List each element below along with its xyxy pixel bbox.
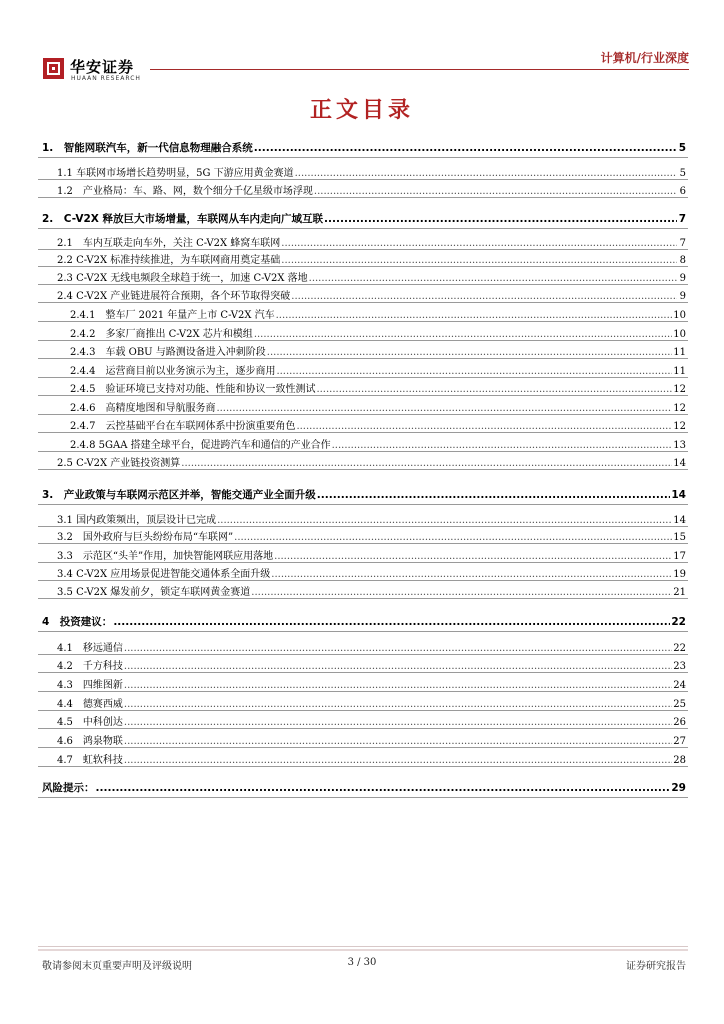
toc-entry-page: 21 xyxy=(673,587,686,598)
toc-entry[interactable] xyxy=(70,362,686,377)
toc-row-divider xyxy=(38,672,688,673)
toc-entry-page: 9 xyxy=(679,273,686,284)
toc-entry-page: 27 xyxy=(673,736,686,747)
toc-entry-label: 2.4.5 验证环境已支持对功能、性能和协议一致性测试 xyxy=(70,384,316,395)
toc-entry-page: 10 xyxy=(673,310,686,321)
toc-entry[interactable] xyxy=(57,234,686,249)
toc-entry-label: 1. 智能网联汽车，新一代信息物理融合系统 xyxy=(42,142,253,154)
toc-row-divider xyxy=(38,377,688,378)
toc-entry-page: 5 xyxy=(679,168,686,179)
toc-entry-label: 3.5 C-V2X 爆发前夕，锁定车联网黄金赛道 xyxy=(57,587,251,598)
toc-entry-page: 10 xyxy=(673,329,686,340)
toc-entry[interactable] xyxy=(42,487,686,502)
toc-leader-dots xyxy=(217,515,672,526)
toc-entry-page: 22 xyxy=(673,643,686,654)
toc-entry-page: 7 xyxy=(679,238,686,249)
toc-entry[interactable] xyxy=(57,732,686,747)
toc-entry-label: 4.4 德赛西威 xyxy=(57,699,123,710)
toc-leader-dots xyxy=(124,699,672,710)
toc-entry-label: 1.1 车联网市场增长趋势明显，5G 下游应用黄金赛道 xyxy=(57,168,294,179)
toc-entry-page: 11 xyxy=(673,347,686,358)
toc-entry-page: 11 xyxy=(673,366,686,377)
toc-entry[interactable] xyxy=(57,751,686,766)
toc-row-divider xyxy=(38,302,688,303)
toc-entry[interactable] xyxy=(57,287,686,302)
toc-entry-label: 2.4.8 5GAA 搭建全球平台，促进跨汽车和通信的产业合作 xyxy=(70,440,331,451)
toc-entry-page: 28 xyxy=(673,755,686,766)
toc-entry[interactable] xyxy=(57,695,686,710)
toc-leader-dots xyxy=(216,403,672,414)
toc-row-divider xyxy=(38,266,688,267)
toc-leader-dots xyxy=(124,680,672,691)
toc-leader-dots xyxy=(251,587,672,598)
toc-entry-label: 3.1 国内政策频出，顶层设计已完成 xyxy=(57,515,217,526)
toc-leader-dots xyxy=(124,717,672,728)
toc-entry-page: 14 xyxy=(673,515,686,526)
toc-entry-label: 4.1 移远通信 xyxy=(57,643,123,654)
toc-row-divider xyxy=(38,562,688,563)
toc-entry-page: 8 xyxy=(679,255,686,266)
toc-entry-page: 23 xyxy=(673,661,686,672)
toc-entry-label: 风险提示： xyxy=(42,782,95,794)
toc-entry[interactable] xyxy=(42,614,686,629)
toc-entry-label: 2.4.7 云控基础平台在车联网体系中扮演重要角色 xyxy=(70,421,296,432)
toc-entry-label: 4.3 四维图新 xyxy=(57,680,123,691)
toc-row-divider xyxy=(38,469,688,470)
toc-leader-dots xyxy=(124,661,672,672)
toc-entry-page: 29 xyxy=(671,782,686,794)
report-category: 计算机/行业深度 xyxy=(600,51,689,65)
toc-row-divider xyxy=(38,157,688,158)
toc-row-divider xyxy=(38,710,688,711)
toc-entry-label: 2.3 C-V2X 无线电频段全球趋于统一，加速 C-V2X 落地 xyxy=(57,273,308,284)
toc-entry-label: 4.7 虹软科技 xyxy=(57,755,123,766)
toc-entry-label: 2.4.4 运营商目前以业务演示为主，逐步商用 xyxy=(70,366,276,377)
toc-entry-label: 2.2 C-V2X 标准持续推进，为车联网商用奠定基础 xyxy=(57,255,281,266)
header-divider xyxy=(150,69,689,70)
logo-icon xyxy=(43,58,64,79)
toc-entry-page: 26 xyxy=(673,717,686,728)
toc-entry-label: 1.2 产业格局：车、路、网，数个细分千亿星级市场浮现 xyxy=(57,186,313,197)
toc-leader-dots xyxy=(295,168,677,179)
toc-entry[interactable] xyxy=(70,399,686,414)
toc-entry-page: 7 xyxy=(678,213,686,225)
toc-entry[interactable] xyxy=(57,676,686,691)
toc-leader-dots xyxy=(271,569,672,580)
toc-entry-page: 6 xyxy=(679,186,686,197)
toc-leader-dots xyxy=(96,782,671,794)
toc-row-divider xyxy=(38,358,688,359)
toc-row-divider xyxy=(38,797,688,798)
toc-leader-dots xyxy=(276,310,673,321)
toc-entry[interactable] xyxy=(57,713,686,728)
toc-entry-page: 12 xyxy=(673,384,686,395)
toc-entry-label: 2. C-V2X 释放巨大市场增量，车联网从车内走向广域互联 xyxy=(42,213,324,225)
toc-leader-dots xyxy=(267,347,672,358)
toc-row-divider xyxy=(38,747,688,748)
toc-leader-dots xyxy=(254,142,677,154)
toc-row-divider xyxy=(38,340,688,341)
toc-entry[interactable] xyxy=(57,454,686,469)
page-title: 正文目录 xyxy=(309,98,414,123)
toc-row-divider xyxy=(38,395,688,396)
toc-leader-dots xyxy=(314,186,677,197)
toc-entry-label: 4.6 鸿泉物联 xyxy=(57,736,123,747)
toc-row-divider xyxy=(38,766,688,767)
toc-leader-dots xyxy=(296,421,672,432)
toc-row-divider xyxy=(38,504,688,505)
toc-entry[interactable] xyxy=(57,511,686,526)
toc-entry[interactable] xyxy=(57,657,686,672)
toc-entry-page: 12 xyxy=(673,403,686,414)
toc-entry[interactable] xyxy=(57,182,686,197)
toc-leader-dots xyxy=(124,736,672,747)
logo-text: 华安证券 xyxy=(70,58,135,76)
toc-entry[interactable] xyxy=(70,417,686,432)
toc-entry-label: 2.4.2 多家厂商推出 C-V2X 芯片和模组 xyxy=(70,329,253,340)
toc-leader-dots xyxy=(181,458,672,469)
toc-row-divider xyxy=(38,526,688,527)
toc-entry[interactable] xyxy=(57,565,686,580)
toc-row-divider xyxy=(38,654,688,655)
footer-report-type: 证券研究报告 xyxy=(626,961,686,972)
toc-entry[interactable] xyxy=(57,269,686,284)
toc-leader-dots xyxy=(317,489,671,501)
toc-entry-label: 4.5 中科创达 xyxy=(57,717,123,728)
toc-entry-label: 4.2 千方科技 xyxy=(57,661,123,672)
toc-entry-page: 13 xyxy=(673,440,686,451)
toc-entry[interactable] xyxy=(70,436,686,451)
toc-row-divider xyxy=(38,691,688,692)
toc-row-divider xyxy=(38,228,688,229)
toc-entry[interactable] xyxy=(70,343,686,358)
toc-leader-dots xyxy=(332,440,673,451)
toc-entry[interactable] xyxy=(57,164,686,179)
footer-disclaimer: 敬请参阅末页重要声明及评级说明 xyxy=(42,961,192,972)
toc-leader-dots xyxy=(274,551,672,562)
toc-row-divider xyxy=(38,580,688,581)
toc-leader-dots xyxy=(291,291,677,302)
toc-row-divider xyxy=(38,249,688,250)
toc-entry-label: 3.4 C-V2X 应用场景促进智能交通体系全面升级 xyxy=(57,569,271,580)
toc-leader-dots xyxy=(124,755,672,766)
toc-entry-page: 14 xyxy=(673,458,686,469)
toc-entry-page: 12 xyxy=(673,421,686,432)
toc-row-divider xyxy=(38,432,688,433)
toc-entry-label: 2.4 C-V2X 产业链进展符合预期，各个环节取得突破 xyxy=(57,291,291,302)
toc-row-divider xyxy=(38,543,688,544)
toc-entry-label: 2.4.1 整车厂 2021 年量产上市 C-V2X 汽车 xyxy=(70,310,275,321)
toc-entry-label: 2.5 C-V2X 产业链投资测算 xyxy=(57,458,181,469)
toc-entry[interactable] xyxy=(42,780,686,795)
toc-entry-page: 15 xyxy=(673,532,686,543)
toc-entry-page: 14 xyxy=(671,489,686,501)
toc-leader-dots xyxy=(276,366,672,377)
footer-divider-thick xyxy=(38,949,688,951)
toc-entry-label: 4 投资建议： xyxy=(42,616,113,628)
toc-entry-page: 25 xyxy=(673,699,686,710)
toc-leader-dots xyxy=(113,616,670,628)
footer-divider xyxy=(38,946,688,947)
toc-row-divider xyxy=(38,197,688,198)
toc-entry-label: 2.1 车内互联走向车外，关注 C-V2X 蜂窝车联网 xyxy=(57,238,281,249)
page-header xyxy=(0,0,724,84)
toc-entry-page: 24 xyxy=(673,680,686,691)
toc-entry[interactable] xyxy=(57,547,686,562)
toc-row-divider xyxy=(38,321,688,322)
toc-entry[interactable] xyxy=(70,380,686,395)
toc-row-divider xyxy=(38,598,688,599)
toc-entry-page: 22 xyxy=(671,616,686,628)
toc-row-divider xyxy=(38,728,688,729)
toc-row-divider xyxy=(38,451,688,452)
logo-subtext: HUAAN RESEARCH xyxy=(71,75,141,82)
toc-entry[interactable] xyxy=(70,306,686,321)
toc-entry[interactable] xyxy=(57,639,686,654)
toc-leader-dots xyxy=(324,213,677,225)
toc-leader-dots xyxy=(281,238,677,249)
toc-entry-page: 5 xyxy=(678,142,686,154)
toc-entry-label: 3.2 国外政府与巨头纷纷布局“车联网” xyxy=(57,532,234,543)
toc-leader-dots xyxy=(124,643,672,654)
toc-leader-dots xyxy=(309,273,677,284)
toc-row-divider xyxy=(38,414,688,415)
toc-entry[interactable] xyxy=(57,251,686,266)
toc-entry[interactable] xyxy=(57,583,686,598)
toc-leader-dots xyxy=(281,255,677,266)
toc-entry-label: 2.4.6 高精度地图和导航服务商 xyxy=(70,403,216,414)
toc-leader-dots xyxy=(316,384,672,395)
toc-leader-dots xyxy=(254,329,672,340)
toc-row-divider xyxy=(38,631,688,632)
toc-entry-page: 9 xyxy=(679,291,686,302)
toc-entry-label: 3.3 示范区“头羊”作用，加快智能网联应用落地 xyxy=(57,551,274,562)
toc-row-divider xyxy=(38,284,688,285)
toc-entry-page: 19 xyxy=(673,569,686,580)
toc-entry[interactable] xyxy=(57,528,686,543)
toc-entry-page: 17 xyxy=(673,551,686,562)
footer-page-number: 3 / 30 xyxy=(347,957,377,968)
toc-entry-label: 2.4.3 车载 OBU 与路测设备进入冲刺阶段 xyxy=(70,347,266,358)
toc-entry[interactable] xyxy=(42,211,686,226)
toc-entry-label: 3. 产业政策与车联网示范区并举，智能交通产业全面升级 xyxy=(42,489,316,501)
toc-leader-dots xyxy=(234,532,672,543)
toc-entry[interactable] xyxy=(70,325,686,340)
toc-entry[interactable] xyxy=(42,140,686,155)
toc-row-divider xyxy=(38,179,688,180)
